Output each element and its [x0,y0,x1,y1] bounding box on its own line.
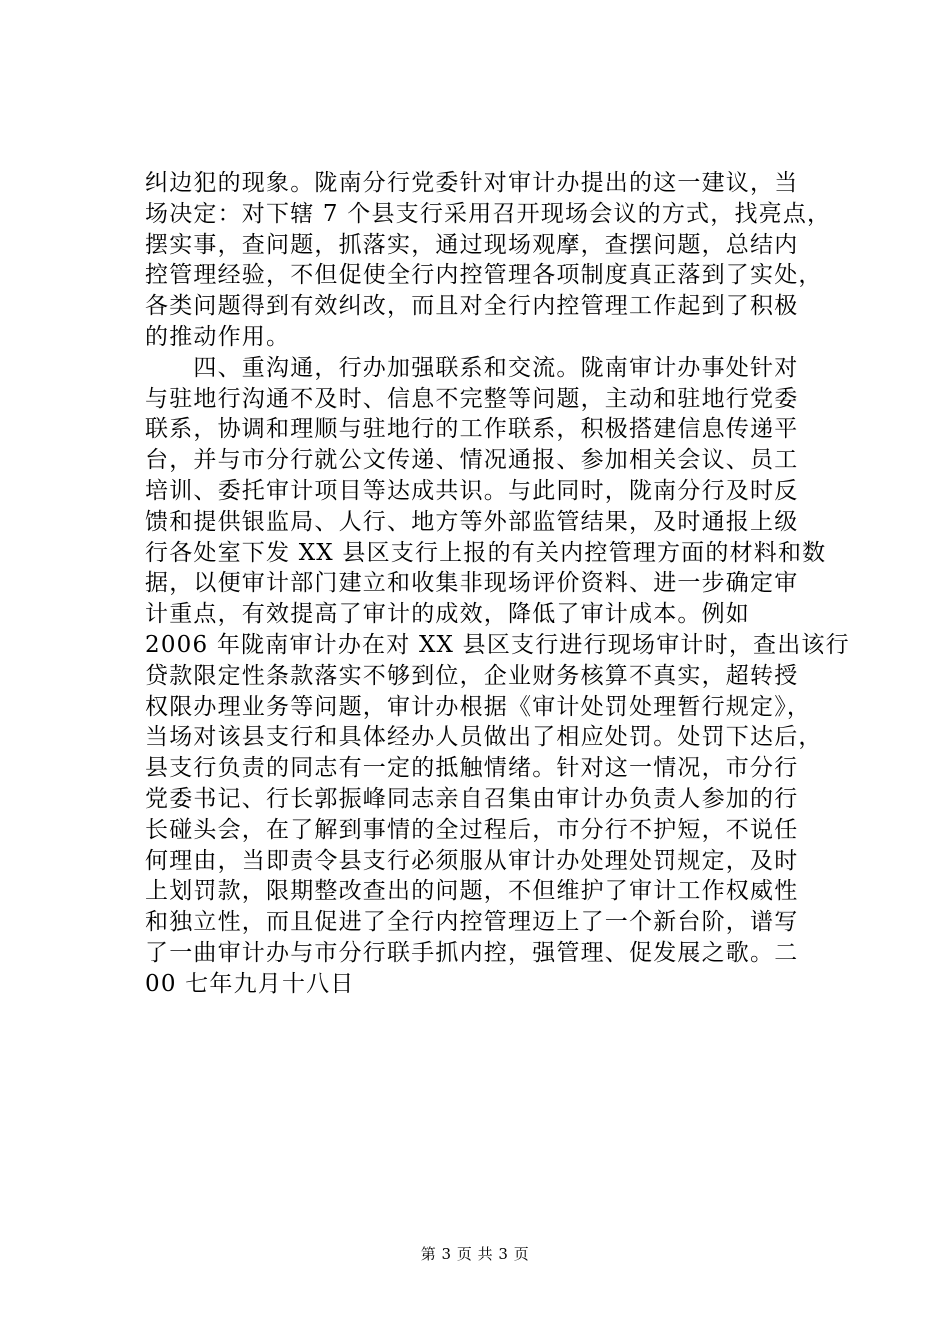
text-line: 培训、委托审计项目等达成共识。与此同时，陇南分行及时反 [145,477,799,504]
text-line: 场决定：对下辖 7 个县支行采用召开现场会议的方式，找亮点， [145,200,832,227]
text-line: 联系，协调和理顺与驻地行的工作联系，积极搭建信息传递平 [145,416,799,443]
text-line: 和独立性，而且促进了全行内控管理迈上了一个新台阶，谱写 [145,909,799,936]
text-line: 00 七年九月十八日 [145,970,355,997]
text-line: 纠边犯的现象。陇南分行党委针对审计办提出的这一建议，当 [145,170,799,196]
text-line: 四、重沟通，行办加强联系和交流。陇南审计办事处针对 [145,354,799,381]
body-text [145,168,850,1000]
text-line: 行各处室下发 XX 县区支行上报的有关内控管理方面的材料和数 [145,539,827,566]
text-line: 何理由，当即责令县支行必须服从审计办处理处罚规定，及时 [145,847,799,874]
text-line: 馈和提供银监局、人行、地方等外部监管结果，及时通报上级 [145,508,799,535]
text-line: 各类问题得到有效纠改，而且对全行内控管理工作起到了积极 [145,293,799,320]
text-line: 当场对该县支行和具体经办人员做出了相应处罚。处罚下达后， [145,724,823,751]
text-line: 上划罚款，限期整改查出的问题，不但维护了审计工作权威性 [145,878,799,905]
text-line: 权限办理业务等问题，审计办根据《审计处罚处理暂行规定》， [145,693,812,720]
text-line: 2006 年陇南审计办在对 XX 县区支行进行现场审计时，查出该行 [145,631,850,658]
text-line: 党委书记、行长郭振峰同志亲自召集由审计办负责人参加的行 [145,785,799,812]
text-line: 计重点，有效提高了审计的成效，降低了审计成本。例如 [145,601,750,628]
text-line: 摆实事，查问题，抓落实，通过现场观摩，查摆问题，总结内 [145,231,799,258]
text-line: 贷款限定性条款落实不够到位，企业财务核算不真实，超转授 [145,662,799,689]
text-line: 县支行负责的同志有一定的抵触情绪。针对这一情况，市分行 [145,755,799,782]
text-line: 与驻地行沟通不及时、信息不完整等问题，主动和驻地行党委 [145,385,799,412]
page-number: 第 3 页 共 3 页 [420,1245,530,1263]
text-line: 控管理经验，不但促使全行内控管理各项制度真正落到了实处， [145,262,823,289]
text-line: 据，以便审计部门建立和收集非现场评价资料、进一步确定审 [145,570,799,597]
text-line: 了一曲审计办与市分行联手抓内控，强管理、促发展之歌。二 [145,939,799,966]
page-footer [0,1243,950,1264]
text-line: 的推动作用。 [145,323,291,350]
text-line: 台，并与市分行就公文传递、情况通报、参加相关会议、员工 [145,447,799,474]
text-line: 长碰头会，在了解到事情的全过程后，市分行不护短，不说任 [145,816,799,843]
